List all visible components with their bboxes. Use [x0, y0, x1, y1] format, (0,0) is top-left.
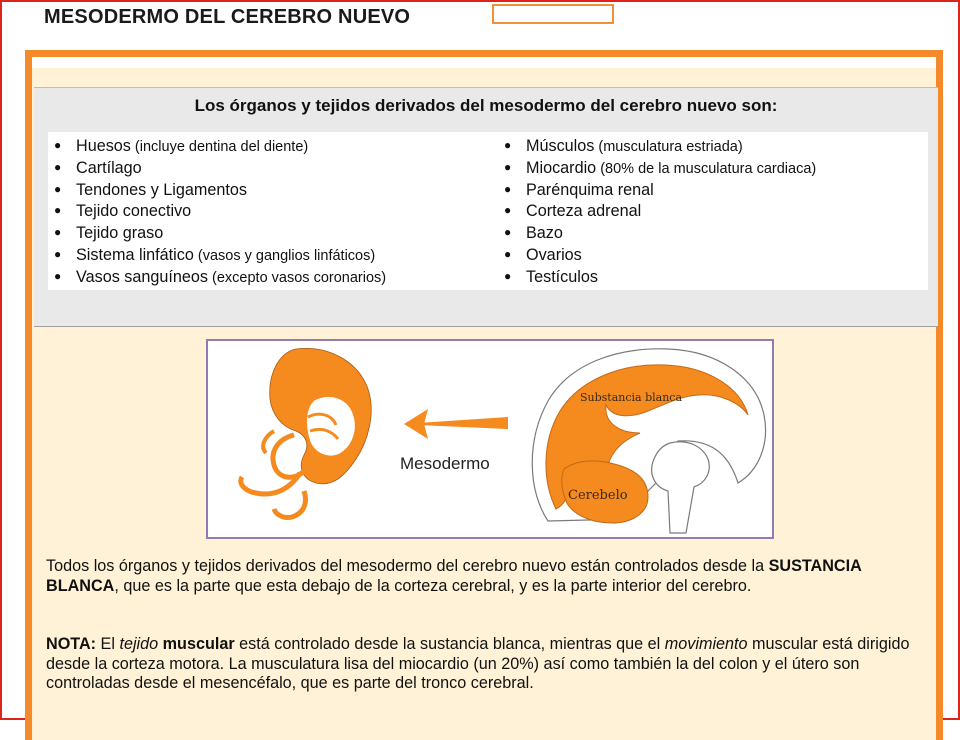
page-title: MESODERMO DEL CEREBRO NUEVO	[44, 6, 411, 28]
bullet-icon: ●	[504, 138, 512, 152]
bullet-icon: ●	[54, 225, 62, 240]
list-item: ● Miocardio (80% de la musculatura cardiaca)	[504, 158, 817, 177]
list-heading: Los órganos y tejidos derivados del mesodermo del cerebro nuevo son:	[194, 96, 778, 115]
bullet-icon: ●	[504, 268, 512, 283]
figure-illustration	[208, 341, 772, 537]
white-matter-label: Substancia blanca	[580, 391, 683, 404]
bullet-icon: ●	[54, 268, 62, 283]
list-item: ● Corteza adrenal	[504, 202, 642, 221]
content-card	[25, 50, 943, 740]
list-item: ● Ovarios	[504, 245, 582, 264]
bullet-icon: ●	[504, 181, 512, 196]
cerebellum-label: Cerebelo	[568, 488, 628, 503]
bullet-icon: ●	[54, 246, 62, 261]
list-item: ● Tendones y Ligamentos	[54, 180, 247, 199]
list-item: ● Sistema linfático (vasos y ganglios linfáticos)	[54, 245, 376, 264]
organs-list-panel	[34, 87, 938, 327]
list-item: ● Cartílago	[54, 158, 142, 177]
embryo-icon	[241, 348, 371, 517]
white-matter-paragraph: Todos los órganos y tejidos derivados del mesodermo del cerebro nuevo están controlados desde la SUSTANCIA BLANCA, que es la parte que esta debajo de la corteza cerebral, y es la parte interior del cerebro.	[46, 557, 862, 595]
bullet-icon: ●	[504, 225, 512, 240]
title-placeholder-box	[492, 4, 614, 24]
right-column-list	[502, 136, 816, 289]
list-inner	[48, 132, 928, 290]
list-item: ● Bazo	[504, 224, 563, 243]
card-top-strip	[32, 57, 936, 68]
list-item: ● Tejido graso	[54, 224, 164, 243]
list-item: ● Vasos sanguíneos (excepto vasos coronarios)	[54, 267, 387, 286]
bullet-icon: ●	[504, 159, 512, 174]
list-item: ● Parénquima renal	[504, 180, 654, 199]
bullet-icon: ●	[504, 246, 512, 261]
list-item: ● Testículos	[504, 267, 598, 286]
brain-icon	[532, 349, 765, 533]
bullet-icon: ●	[54, 159, 62, 174]
left-column-list	[52, 136, 386, 289]
arrow-left-icon	[404, 409, 508, 439]
bullet-icon: ●	[504, 203, 512, 218]
bullet-icon: ●	[54, 203, 62, 218]
list-item: ● Huesos (incluye dentina del diente)	[54, 137, 309, 155]
note-paragraph: NOTA: El tejido muscular está controlado desde la sustancia blanca, mientras que el movimiento muscular está dirigido desde la corteza motora. La musculatura lisa del miocardio (un 20%) así como también la del colon y el útero son controladas desde el mesencéfalo, que es parte del tronco cerebral.	[46, 635, 910, 693]
embryo-brain-figure	[206, 339, 774, 539]
bullet-icon: ●	[54, 181, 62, 196]
list-item: ● Tejido conectivo	[54, 202, 192, 221]
list-item: ● Músculos (musculatura estriada)	[504, 137, 743, 155]
bullet-icon: ●	[54, 138, 62, 152]
mesodermo-label: Mesodermo	[400, 454, 490, 473]
